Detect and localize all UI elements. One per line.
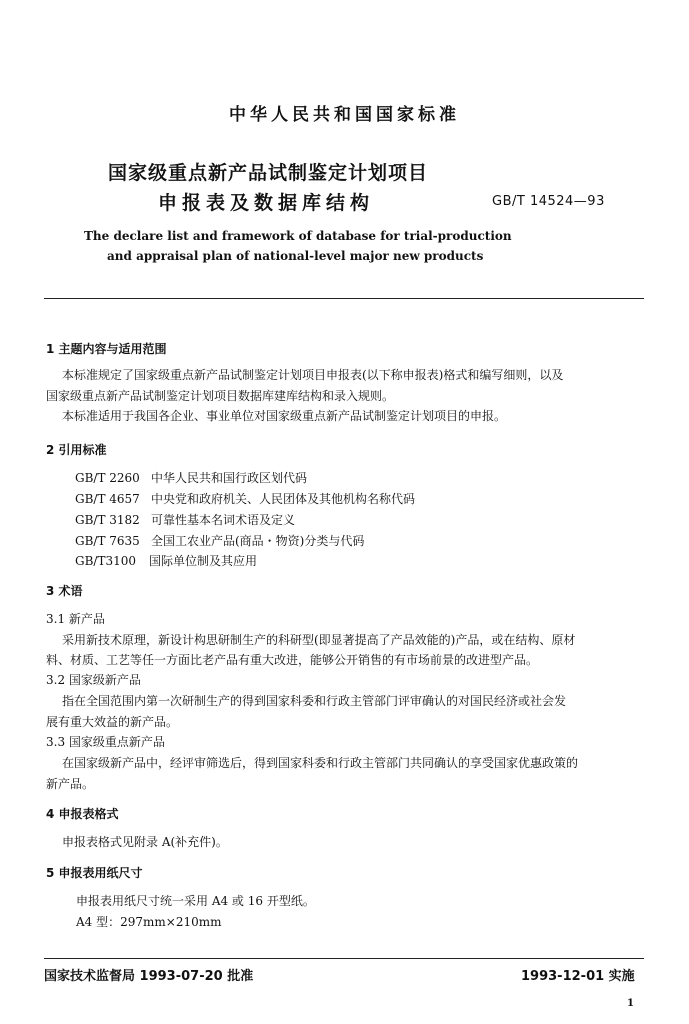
reference-item (75, 490, 415, 507)
section-5-paragraph-2: A4 型：297mm×210mm (76, 915, 222, 929)
section-4-heading: 4 申报表格式 (46, 807, 119, 821)
reference-code: GB/T 3182 (75, 513, 140, 527)
term-3-3-heading: 3.3 国家级重点新产品 (46, 735, 165, 749)
reference-title: 国际单位制及其应用 (149, 554, 258, 568)
reference-code: GB/T 2260 (75, 471, 140, 485)
section-1-paragraph-1-line-1: 本标准规定了国家级重点新产品试制鉴定计划项目申报表(以下称申报表)格式和编写细则，以及 (62, 368, 564, 382)
section-5-paragraph-1: 申报表用纸尺寸统一采用 A4 或 16 开型纸。 (76, 894, 315, 908)
document-title-line1: 国家级重点新产品试制鉴定计划项目 (108, 162, 429, 184)
section-4-paragraph: 申报表格式见附录 A(补充件)。 (62, 835, 228, 849)
term-3-1-definition-line-2: 料、材质、工艺等任一方面比老产品有重大改进，能够公开销售的有市场前景的改进型产品。 (46, 653, 539, 667)
header-divider (44, 298, 644, 299)
reference-code: GB/T3100 (75, 554, 136, 568)
section-3-heading: 3 术语 (46, 584, 83, 598)
page-number: 1 (627, 998, 634, 1009)
reference-title: 可靠性基本名词术语及定义 (151, 513, 296, 527)
section-1-paragraph-1-line-2: 国家级重点新产品试制鉴定计划项目数据库建库结构和录入规则。 (46, 389, 395, 403)
reference-code: GB/T 7635 (75, 534, 140, 548)
section-1-paragraph-2: 本标准适用于我国各企业、事业单位对国家级重点新产品试制鉴定计划项目的申报。 (62, 409, 507, 423)
document-title-line2: 申报表及数据库结构 (158, 192, 375, 214)
english-title-line2: and appraisal plan of national-level major new products (107, 249, 484, 263)
english-title-line1: The declare list and framework of database for trial-production (84, 229, 512, 243)
term-3-3-definition-line-2: 新产品。 (46, 777, 95, 791)
standard-code: GB/T 14524—93 (492, 194, 605, 209)
reference-item (75, 511, 295, 528)
effective-date: 1993-12-01 实施 (521, 969, 635, 984)
term-3-2-heading: 3.2 国家级新产品 (46, 673, 141, 687)
reference-item (75, 532, 364, 549)
national-standard-label: 中华人民共和国国家标准 (229, 105, 460, 125)
term-3-3-definition-line-1: 在国家级新产品中，经评审筛选后，得到国家科委和行政主管部门共同确认的享受国家优惠政策的 (62, 756, 579, 770)
reference-title: 中华人民共和国行政区划代码 (151, 471, 308, 485)
term-3-1-heading: 3.1 新产品 (46, 612, 105, 626)
reference-item (75, 552, 257, 569)
reference-title: 全国工农业产品(商品・物资)分类与代码 (151, 534, 365, 548)
term-3-2-definition-line-1: 指在全国范围内第一次研制生产的得到国家科委和行政主管部门评审确认的对国民经济或社会发 (62, 694, 567, 708)
approval-info: 国家技术监督局 1993-07-20 批准 (44, 969, 254, 984)
section-1-heading: 1 主题内容与适用范围 (46, 342, 167, 356)
reference-item (75, 469, 307, 486)
reference-code: GB/T 4657 (75, 492, 140, 506)
footer-divider (44, 958, 644, 959)
term-3-1-definition-line-1: 采用新技术原理，新设计构思研制生产的科研型(即显著提高了产品效能的)产品，或在结构、原材 (62, 633, 576, 647)
reference-title: 中央党和政府机关、人民团体及其他机构名称代码 (151, 492, 416, 506)
section-2-heading: 2 引用标准 (46, 443, 107, 457)
term-3-2-definition-line-2: 展有重大效益的新产品。 (46, 715, 179, 729)
section-5-heading: 5 申报表用纸尺寸 (46, 866, 143, 880)
